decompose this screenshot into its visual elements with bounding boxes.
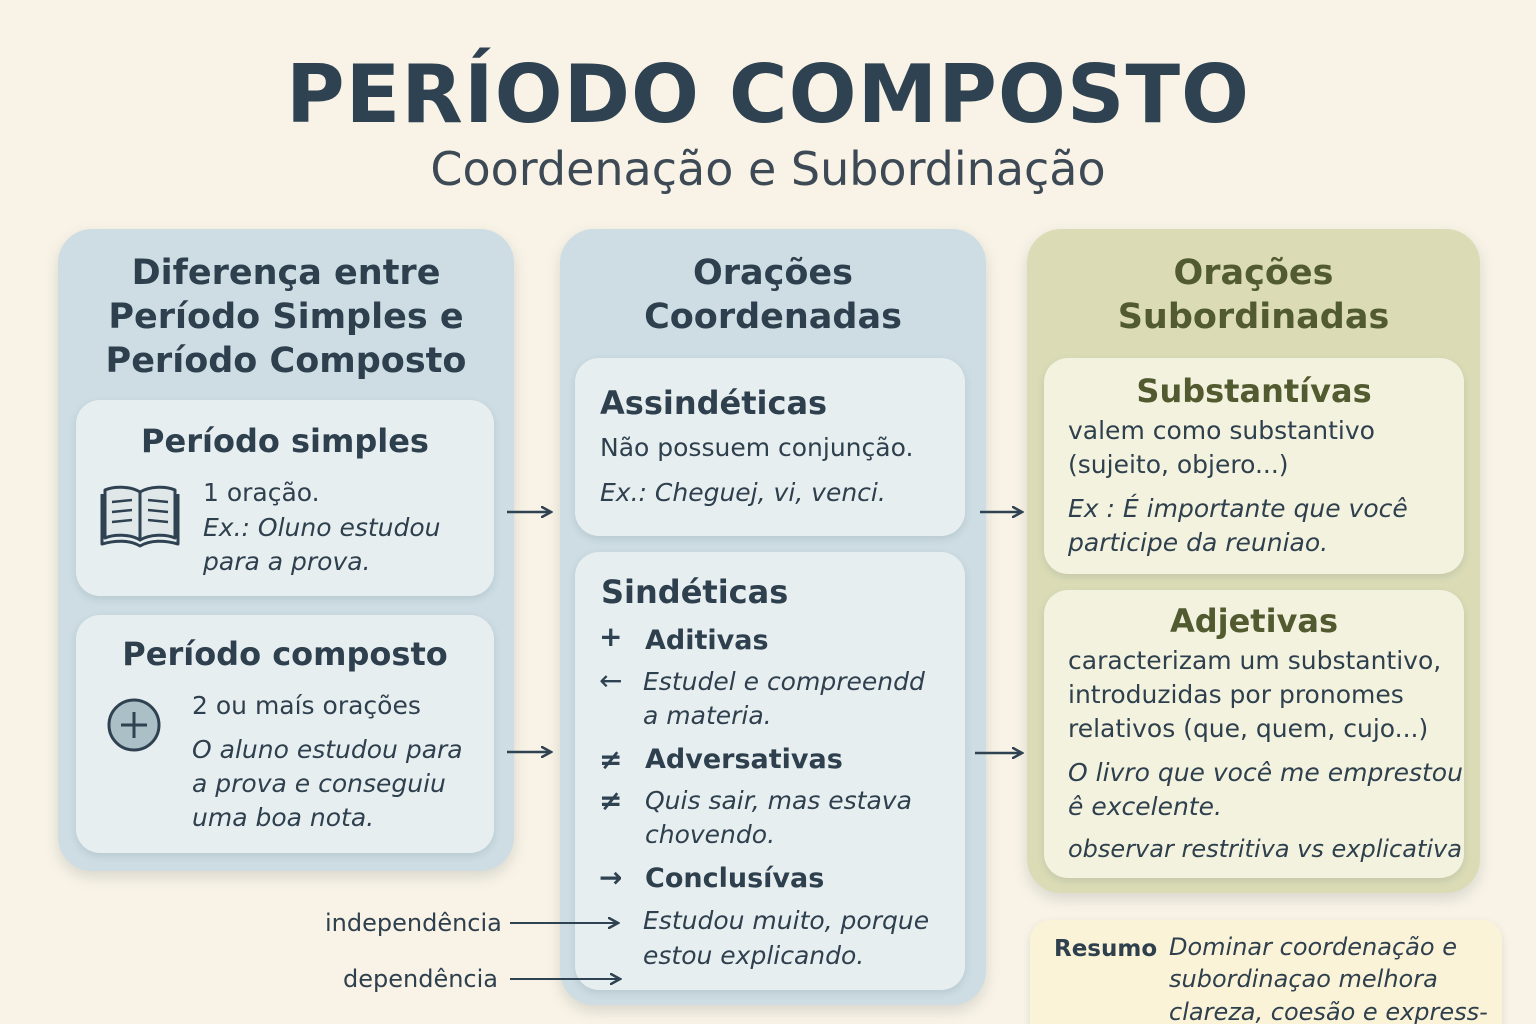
heading-line: Coordenadas — [644, 297, 902, 337]
example-line: Estudou muito, porque — [643, 906, 930, 935]
example-line: Quis sair, mas estava — [645, 786, 912, 815]
heading-line: Período Simples e — [108, 297, 464, 337]
example-line: Estudel e compreendd — [643, 667, 925, 696]
heading-line: Subordinadas — [1117, 297, 1390, 337]
conjunction-type-label: Conclusívas — [645, 863, 825, 894]
summary-box — [1030, 920, 1502, 1024]
example-line: estou explicando. — [643, 941, 865, 970]
definition-text: 1 oração. — [203, 478, 320, 507]
definition-line: relativos (que, quem, cujo...) — [1068, 714, 1429, 743]
not-equal-icon: ≠ — [599, 743, 623, 776]
summary-line: subordinaçao melhora — [1169, 965, 1438, 993]
example-line: ê excelente. — [1068, 792, 1222, 821]
card-title: Adjetivas — [1169, 602, 1339, 640]
card-title: Substantívas — [1136, 372, 1372, 410]
card-title: Período simples — [141, 422, 429, 460]
example-line: a prova e conseguiu — [192, 769, 446, 798]
page-subtitle: Coordenação e Subordinação — [430, 142, 1106, 196]
heading-line: Diferença entre — [131, 253, 441, 293]
heading-line: Período Composto — [105, 341, 467, 381]
heading-line: Orações — [693, 253, 853, 293]
legend-dependence: dependência — [343, 965, 498, 993]
example-line: O aluno estudou para — [192, 735, 463, 764]
definition-line: caracterizam um substantivo, — [1068, 646, 1442, 675]
summary-label: Resumo — [1054, 936, 1158, 962]
example-line: chovendo. — [645, 820, 776, 849]
example-line: Ex.: Oluno estudou — [203, 513, 441, 542]
definition-line: (sujeito, objero...) — [1068, 450, 1289, 479]
definition-line: introduzidas por pronomes — [1068, 680, 1404, 709]
plus-icon: + — [599, 620, 623, 653]
example-line: Ex : É importante que você — [1068, 494, 1408, 523]
heading-line: Orações — [1173, 253, 1334, 293]
card-title: Assindéticas — [600, 384, 828, 422]
card-title: Período composto — [122, 635, 448, 673]
example-line: para a prova. — [203, 547, 371, 576]
conjunction-type-label: Aditivas — [645, 625, 769, 656]
definition-text: 2 ou maís orações — [192, 691, 421, 720]
page-title: PERÍODO COMPOSTO — [285, 48, 1251, 141]
example-line: uma boa nota. — [192, 803, 375, 832]
card-title: Sindéticas — [601, 573, 789, 611]
note-text: observar restritiva vs explicativa — [1068, 835, 1462, 863]
not-equal-icon: ≠ — [599, 784, 623, 817]
arrow-right-icon: → — [599, 861, 623, 894]
example-line: a materia. — [643, 701, 772, 730]
definition-text: Não possuem conjunção. — [600, 433, 914, 462]
conjunction-type-label: Adversativas — [645, 744, 843, 775]
example-line: participe da reuniao. — [1068, 528, 1329, 557]
summary-line: Dominar coordenação e — [1169, 933, 1457, 961]
definition-line: valem como substantivo — [1068, 416, 1375, 445]
legend-independence: independência — [325, 909, 502, 937]
example-line: O livro que você me emprestou — [1068, 758, 1463, 787]
summary-line: clareza, coesão e express- — [1169, 998, 1488, 1024]
arrow-left-icon: ← — [599, 664, 623, 697]
example-text: Ex.: Cheguej, vi, venci. — [600, 478, 886, 507]
